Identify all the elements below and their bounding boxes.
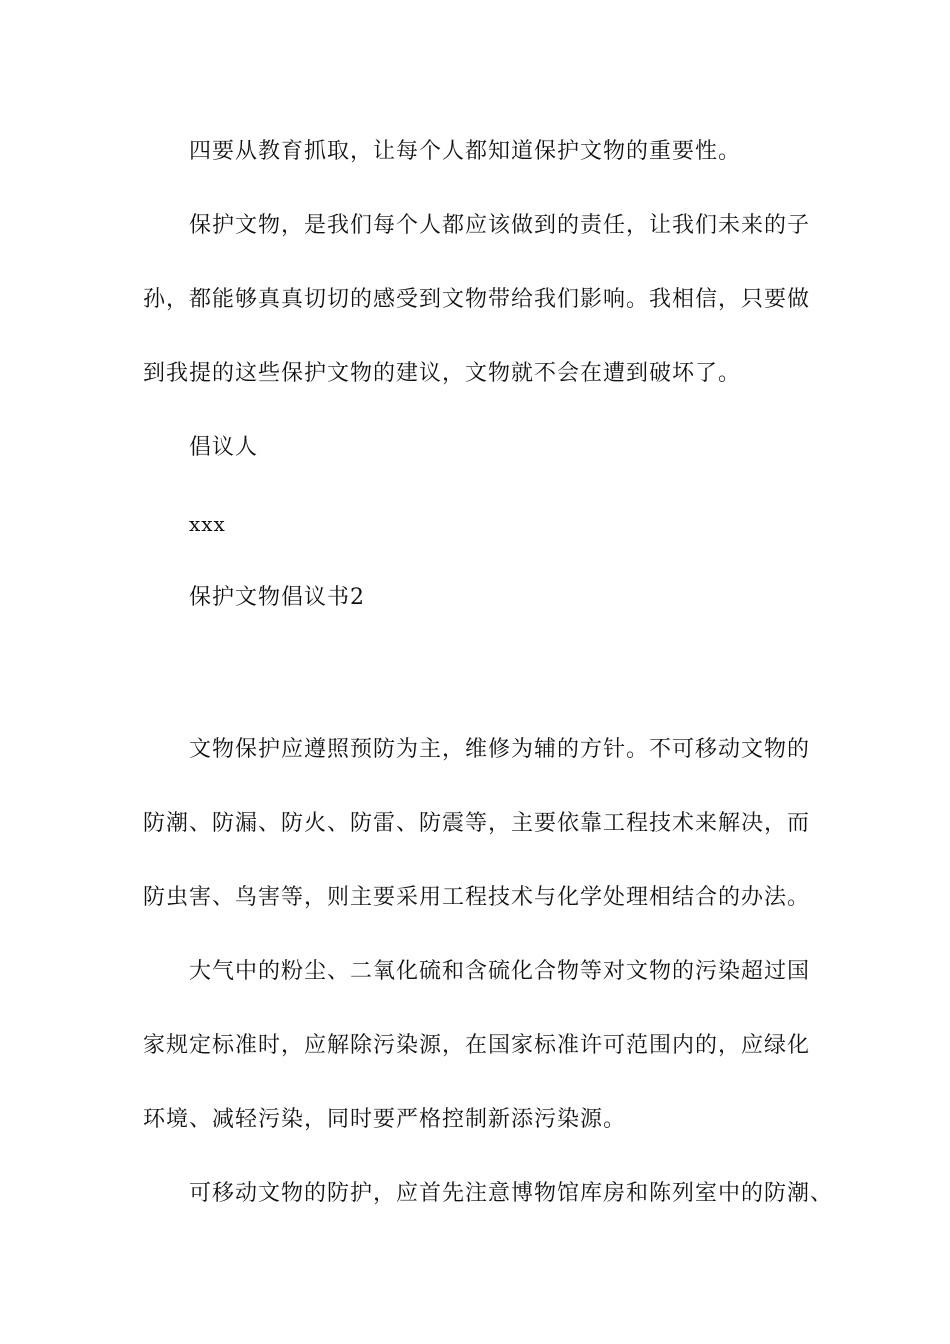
paragraph-line: 保护文物，是我们每个人都应该做到的责任，让我们未来的子 [189,213,811,238]
paragraph-line: 四要从教育抓取，让每个人都知道保护文物的重要性。 [189,139,742,164]
paragraph-line: 可移动文物的防护，应首先注意博物馆库房和陈列室中的防潮、 [189,1181,834,1206]
paragraph-line: 大气中的粉尘、二氧化硫和含硫化合物等对文物的污染超过国 [189,959,811,984]
paragraph-line: 孙，都能够真真切切的感受到文物带给我们影响。我相信，只要做 [143,287,811,312]
paragraph-line: 文物保护应遵照预防为主，维修为辅的方针。不可移动文物的 [189,737,811,762]
paragraph-line: 防虫害、鸟害等，则主要采用工程技术与化学处理相结合的办法。 [143,885,811,910]
signature-label: 倡议人 [189,435,259,460]
signature-name: xxx [189,512,226,536]
paragraph-line: 环境、减轻污染，同时要严格控制新添污染源。 [143,1107,627,1132]
paragraph-line: 家规定标准时，应解除污染源，在国家标准许可范围内的，应绿化 [143,1033,811,1058]
paragraph-line: 防潮、防漏、防火、防雷、防震等，主要依靠工程技术来解决，而 [143,811,811,836]
section-title: 保护文物倡议书2 [189,585,365,610]
paragraph-line: 到我提的这些保护文物的建议，文物就不会在遭到破坏了。 [143,361,742,386]
